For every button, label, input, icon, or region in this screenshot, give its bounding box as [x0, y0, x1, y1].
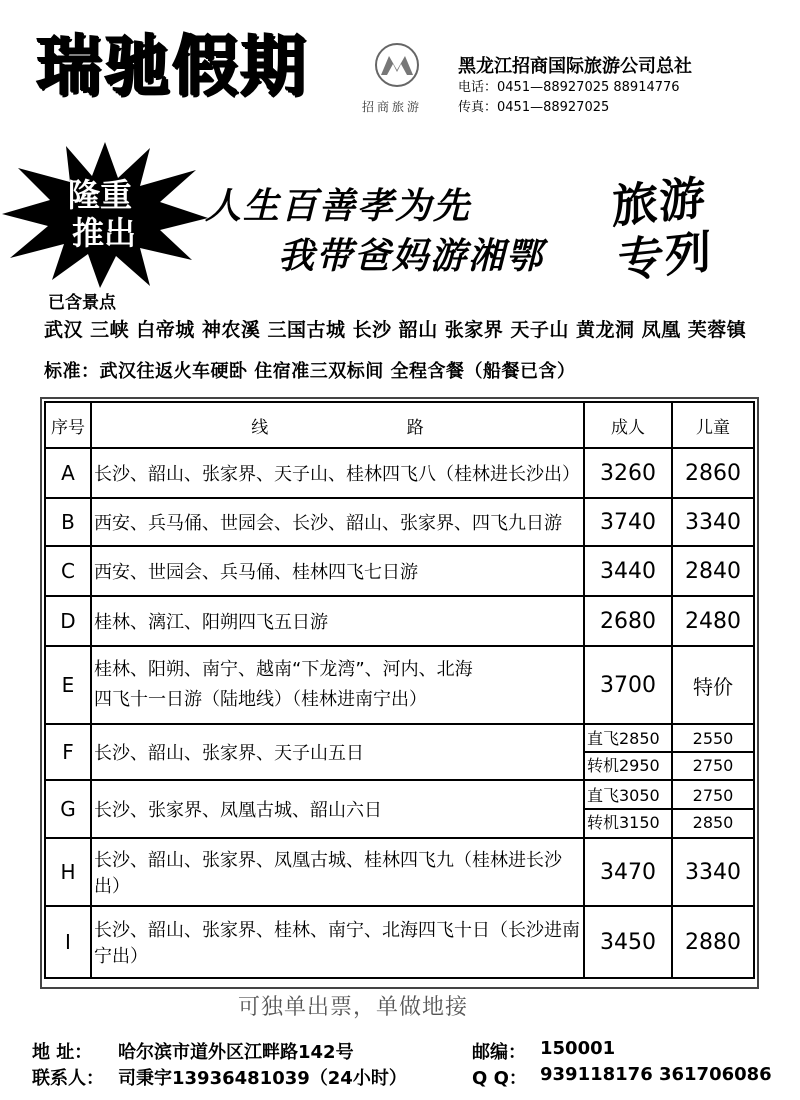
row-child-price — [672, 724, 754, 780]
price-direct: 直飞2850 — [585, 726, 671, 753]
row-child-price: 2840 — [672, 546, 754, 596]
mountain-logo-icon — [372, 42, 422, 88]
brand-title: 瑞驰假期 — [36, 28, 308, 105]
row-adult-price: 3470 — [584, 838, 672, 906]
postcode-value: 150001 — [540, 1038, 616, 1059]
row-child-price: 3340 — [672, 838, 754, 906]
row-no: C — [45, 546, 91, 596]
service-standard: 标准：武汉往返火车硬卧 住宿准三双标间 全程含餐（船餐已含） — [44, 361, 576, 382]
address-value: 哈尔滨市道外区江畔路142号 — [118, 1042, 354, 1063]
contact-value: 司秉宇13936481039（24小时） — [118, 1068, 407, 1089]
header-no: 序号 — [45, 402, 91, 448]
slogan-line2: 我带爸妈游湘鄂 — [278, 235, 545, 277]
table-row — [45, 838, 754, 906]
slogan-line1: 人生百善孝为先 — [205, 185, 472, 227]
row-route-line1: 桂林、阳朔、南宁、越南“下龙湾”、河内、北海 — [94, 659, 473, 680]
row-child-price: 2480 — [672, 596, 754, 646]
row-route: 西安、兵马俑、世园会、长沙、韶山、张家界、四飞九日游 — [91, 498, 584, 546]
qq-label: Q Q： — [472, 1068, 527, 1089]
row-route: 西安、世园会、兵马俑、桂林四飞七日游 — [91, 546, 584, 596]
child-price-direct: 2750 — [673, 783, 753, 810]
row-child-price — [672, 780, 754, 838]
header-adult: 成人 — [584, 402, 672, 448]
row-route: 长沙、韶山、张家界、桂林、南宁、北海四飞十日（长沙进南宁出） — [91, 906, 584, 978]
row-adult-price: 3700 — [584, 646, 672, 724]
row-no: E — [45, 646, 91, 724]
row-route: 长沙、韶山、张家界、天子山、桂林四飞八（桂林进长沙出） — [91, 448, 584, 498]
row-no: F — [45, 724, 91, 780]
row-no: H — [45, 838, 91, 906]
badge-line1: 隆重 — [67, 176, 133, 214]
row-route: 长沙、张家界、凤凰古城、韶山六日 — [91, 780, 584, 838]
company-name: 黑龙江招商国际旅游公司总社 — [458, 56, 692, 77]
logo-text: 招商旅游 — [362, 100, 423, 114]
table-row — [45, 596, 754, 646]
company-fax: 传真：0451—88927025 — [458, 100, 610, 115]
table-row — [45, 906, 754, 978]
child-price-transfer: 2850 — [692, 813, 734, 832]
table-row — [45, 546, 754, 596]
row-adult-price: 3740 — [584, 498, 672, 546]
row-child-price: 特价 — [672, 646, 754, 724]
row-no: D — [45, 596, 91, 646]
included-spots: 武汉 三峡 白帝城 神农溪 三国古城 长沙 韶山 张家界 天子山 黄龙洞 凤凰 芙蓉镇 — [44, 319, 747, 341]
starburst-badge — [0, 140, 210, 290]
tour-title-line1: 旅游 — [612, 170, 706, 234]
table-header-row — [45, 402, 754, 448]
table-row — [45, 448, 754, 498]
row-no: I — [45, 906, 91, 978]
table-row — [45, 646, 754, 724]
table-row — [45, 498, 754, 546]
row-child-price: 2880 — [672, 906, 754, 978]
header-child: 儿童 — [672, 402, 754, 448]
postcode-label: 邮编： — [472, 1042, 526, 1063]
company-phone: 电话：0451—88927025 88914776 — [458, 80, 680, 95]
price-transfer: 转机2950 — [587, 756, 660, 775]
table-row — [45, 780, 754, 838]
row-no: A — [45, 448, 91, 498]
price-direct: 直飞3050 — [585, 783, 671, 810]
badge-line2: 推出 — [71, 214, 137, 252]
row-route: 长沙、韶山、张家界、凤凰古城、桂林四飞九（桂林进长沙出） — [91, 838, 584, 906]
price-transfer: 转机3150 — [587, 813, 660, 832]
address-label: 地 址： — [32, 1042, 93, 1063]
table-row — [45, 724, 754, 780]
row-route-line2: 四飞十一日游（陆地线）（桂林进南宁出） — [94, 689, 427, 710]
row-child-price: 3340 — [672, 498, 754, 546]
header-route — [91, 402, 584, 448]
tour-title-line2: 专列 — [618, 224, 712, 288]
row-adult-price — [584, 724, 672, 780]
row-adult-price: 3260 — [584, 448, 672, 498]
contact-label: 联系人： — [32, 1068, 104, 1089]
row-adult-price: 3440 — [584, 546, 672, 596]
header-route-b: 路 — [406, 417, 424, 438]
row-adult-price: 2680 — [584, 596, 672, 646]
routes-table — [44, 401, 755, 979]
row-no: B — [45, 498, 91, 546]
row-route — [91, 646, 584, 724]
row-route: 长沙、韶山、张家界、天子山五日 — [91, 724, 584, 780]
included-title: 已含景点 — [48, 293, 116, 313]
child-price-direct: 2550 — [673, 726, 753, 753]
row-child-price: 2860 — [672, 448, 754, 498]
ticket-note: 可独单出票，单做地接 — [238, 995, 469, 1020]
row-adult-price: 3450 — [584, 906, 672, 978]
row-route: 桂林、漓江、阳朔四飞五日游 — [91, 596, 584, 646]
qq-value: 939118176 361706086 — [540, 1064, 772, 1085]
row-adult-price — [584, 780, 672, 838]
child-price-transfer: 2750 — [692, 756, 734, 775]
header-route-a: 线 — [251, 417, 269, 438]
row-no: G — [45, 780, 91, 838]
